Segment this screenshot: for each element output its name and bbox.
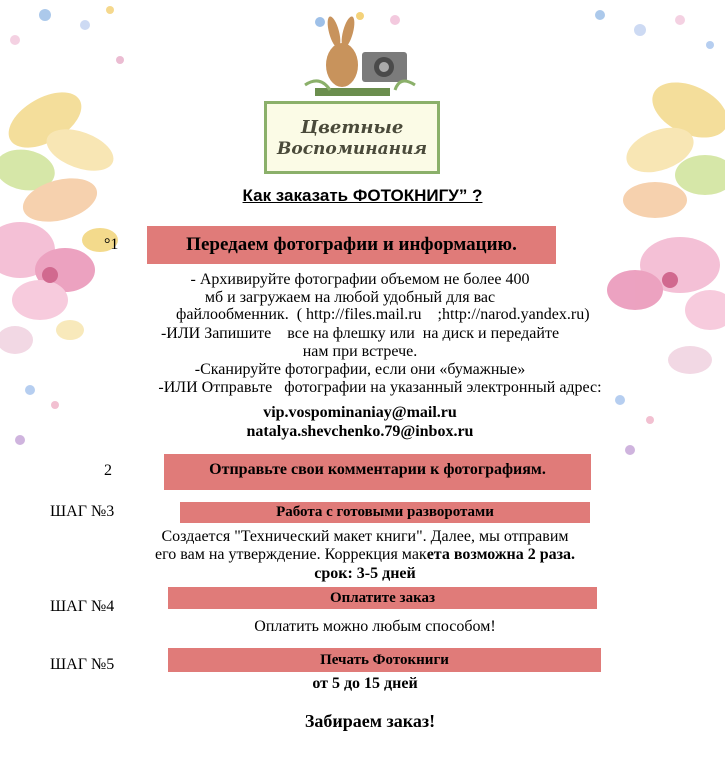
step3-line2: его вам на утверждение. Коррекция макета возможна 2 раза.: [154, 546, 576, 563]
step3-line1: Создается "Технический макет книги". Далее, мы отправим: [161, 528, 569, 545]
step1-line4: -ИЛИ Запишите все на флешку или на диск и передайте: [160, 325, 560, 342]
step3-term: срок: 3-5 дней: [314, 565, 416, 582]
logo-line2: Воспоминания: [277, 139, 427, 159]
floral-decoration-right: [560, 0, 725, 470]
step2-number: 2: [104, 462, 112, 479]
logo-illustration: [300, 10, 420, 102]
final-text: Забираем заказ!: [304, 711, 436, 731]
email-2[interactable]: natalya.shevchenko.79@inbox.ru: [246, 423, 474, 440]
step1-heading: Передаем фотографии и информацию.: [147, 226, 556, 264]
step1-number: °1: [104, 236, 119, 253]
step4-text: Оплатить можно любым способом!: [254, 618, 496, 635]
step2-heading: Отправьте свои комментарии к фотографиям.: [164, 454, 591, 490]
step1-line7: -ИЛИ Отправьте фотографии на указанный электронный адрес:: [158, 379, 602, 396]
step5-term: от 5 до 15 дней: [312, 675, 418, 692]
step1-line3: файлообменник. ( http://files.mail.ru ;http://narod.yandex.ru): [176, 306, 590, 323]
step5-number: ШАГ №5: [50, 656, 115, 673]
step1-line2: мб и загружаем на любой удобный для вас: [204, 289, 496, 306]
step3-heading: Работа с готовыми разворотами: [180, 502, 590, 523]
step1-line1: - Архивируйте фотографии объемом не более 400: [190, 271, 530, 288]
step4-number: ШАГ №4: [50, 598, 115, 615]
page-title: Как заказать ФОТОКНИГУ” ?: [242, 186, 483, 205]
step1-line6: -Сканируйте фотографии, если они «бумажные»: [194, 361, 526, 378]
logo-line1: Цветные: [300, 117, 404, 138]
step5-heading: Печать Фотокниги: [168, 648, 601, 672]
email-1[interactable]: vip.vospominaniay@mail.ru: [263, 404, 457, 421]
step3-number: ШАГ №3: [50, 503, 115, 520]
step4-heading: Оплатите заказ: [168, 587, 597, 609]
floral-decoration-left: [0, 0, 160, 470]
step1-line5: нам при встрече.: [302, 343, 418, 360]
logo: [264, 101, 440, 174]
